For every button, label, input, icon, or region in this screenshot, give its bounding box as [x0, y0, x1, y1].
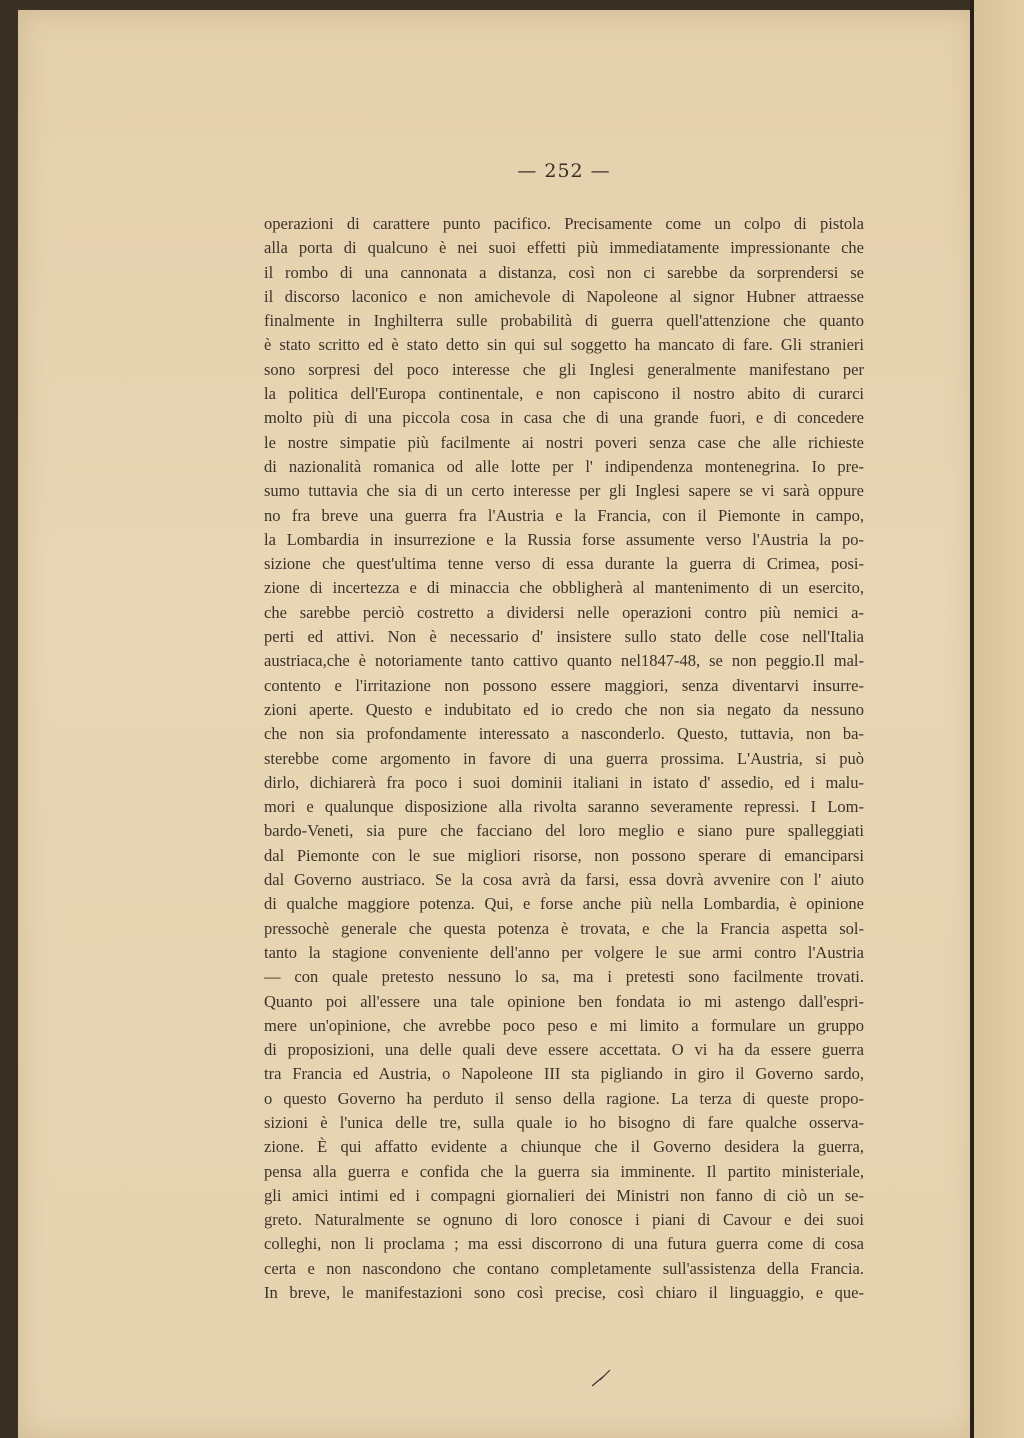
text-line: perti ed attivi. Non è necessario d' insistere sullo stato delle cose nell'Italia [264, 627, 864, 647]
text-line: alla porta di qualcuno è nei suoi effetti più immediatamente impressionante che [264, 238, 864, 258]
text-line: di nazionalità romanica od alle lotte per l' indipendenza montenegrina. Io pre- [264, 456, 864, 476]
text-line: molto più di una piccola cosa in casa che di una grande fuori, e di concedere [264, 408, 864, 428]
text-line: dal Governo austriaco. Se la cosa avrà da farsi, essa dovrà avvenire con l' aiuto [264, 870, 864, 890]
text-line: Quanto poi all'essere una tale opinione ben fondata io mi astengo dall'espri- [264, 991, 864, 1011]
text-line: pressochè generale che questa potenza è trovata, e che la Francia aspetta sol- [264, 918, 864, 938]
text-line: di proposizioni, una delle quali deve essere accettata. O vi ha da essere guerra [264, 1040, 864, 1060]
text-line: greto. Naturalmente se ognuno di loro conosce i piani di Cavour e dei suoi [264, 1210, 864, 1230]
text-line: il rombo di una cannonata a distanza, così non ci sarebbe da sorprendersi se [264, 262, 864, 282]
text-line: le nostre simpatie più facilmente ai nostri poveri senza case che alle richieste [264, 432, 864, 452]
text-line: o questo Governo ha perduto il senso della ragione. La terza di queste propo- [264, 1088, 864, 1108]
text-line: sizione che quest'ultima tenne verso di essa durante la guerra di Crimea, posi- [264, 554, 864, 574]
pencil-mark-icon [590, 1368, 614, 1388]
text-line: colleghi, non li proclama ; ma essi discorrono di una futura guerra come di cosa [264, 1234, 864, 1254]
text-line: — con quale pretesto nessuno lo sa, ma i pretesti sono facilmente trovati. [264, 967, 864, 987]
text-line: bardo-Veneti, sia pure che facciano del loro meglio e siano pure spalleggiati [264, 821, 864, 841]
text-line: di qualche maggiore potenza. Qui, e forse anche più nella Lombardia, è opinione [264, 894, 864, 914]
text-line: sizioni è l'unica delle tre, sulla quale io ho bisogno di fare qualche osserva- [264, 1112, 864, 1132]
text-line: mori e qualunque disposizione alla rivolta saranno severamente repressi. I Lom- [264, 797, 864, 817]
text-line: sterebbe come argomento in favore di una guerra prossima. L'Austria, si può [264, 748, 864, 768]
text-line: tra Francia ed Austria, o Napoleone III sta pigliando in giro il Governo sardo, [264, 1064, 864, 1084]
text-line: che sarebbe perciò costretto a dividersi nelle operazioni contro più nemici a- [264, 602, 864, 622]
text-line: zione di incertezza e di minaccia che obbligherà al mantenimento di un esercito, [264, 578, 864, 598]
text-line: la politica dell'Europa continentale, e non capiscono il nostro abito di curarci [264, 384, 864, 404]
text-line: finalmente in Inghilterra sulle probabilità di guerra quell'attenzione che quanto [264, 311, 864, 331]
text-line: pensa alla guerra e confida che la guerra sia imminente. Il partito ministeriale, [264, 1161, 864, 1181]
text-line: operazioni di carattere punto pacifico. Precisamente come un colpo di pistola [264, 214, 864, 233]
body-text [264, 212, 864, 1305]
text-line: sumo tuttavia che sia di un certo interesse per gli Inglesi sapere se vi sarà oppure [264, 481, 864, 501]
text-line: la Lombardia in insurrezione e la Russia forse assumente verso l'Austria la po- [264, 529, 864, 549]
text-line: è stato scritto ed è stato detto sin qui sul soggetto ha mancato di fare. Gli stranieri [264, 335, 864, 355]
adjacent-page-edge [974, 0, 1024, 1438]
text-line: In breve, le manifestazioni sono così precise, così chiaro il linguaggio, e que- [264, 1283, 864, 1303]
text-line: il discorso laconico e non amichevole di Napoleone al signor Hubner attraesse [264, 286, 864, 306]
text-line: dal Piemonte con le sue migliori risorse, non possono sperare di emanciparsi [264, 845, 864, 865]
text-line: contento e l'irritazione non possono essere maggiori, senza diventarvi insurre- [264, 675, 864, 695]
text-line: zione. È qui affatto evidente a chiunque che il Governo desidera la guerra, [264, 1137, 864, 1157]
text-line: no fra breve una guerra fra l'Austria e la Francia, con il Piemonte in campo, [264, 505, 864, 525]
text-line: gli amici intimi ed i compagni giornalieri dei Ministri non fanno di ciò un se- [264, 1185, 864, 1205]
text-line: tanto la stagione conveniente dell'anno per volgere le sue armi contro l'Austria [264, 942, 864, 962]
text-line: che non sia profondamente interessato a nasconderlo. Questo, tuttavia, non ba- [264, 724, 864, 744]
text-line: dirlo, dichiarerà fra poco i suoi dominii italiani in istato d' assedio, ed i malu- [264, 772, 864, 792]
text-line: certa e non nascondono che contano completamente sull'assistenza della Francia. [264, 1258, 864, 1278]
text-line: mere un'opinione, che avrebbe poco peso e mi limito a formulare un gruppo [264, 1015, 864, 1035]
text-line: zioni aperte. Questo e indubitato ed io credo che non sia negato da nessuno [264, 699, 864, 719]
page-number: — 252 — [517, 160, 611, 182]
text-line: austriaca,che è notoriamente tanto cattivo quanto nel1847-48, se non peggio.Il mal- [264, 651, 864, 671]
text-line: sono sorpresi del poco interesse che gli Inglesi generalmente manifestano per [264, 359, 864, 379]
